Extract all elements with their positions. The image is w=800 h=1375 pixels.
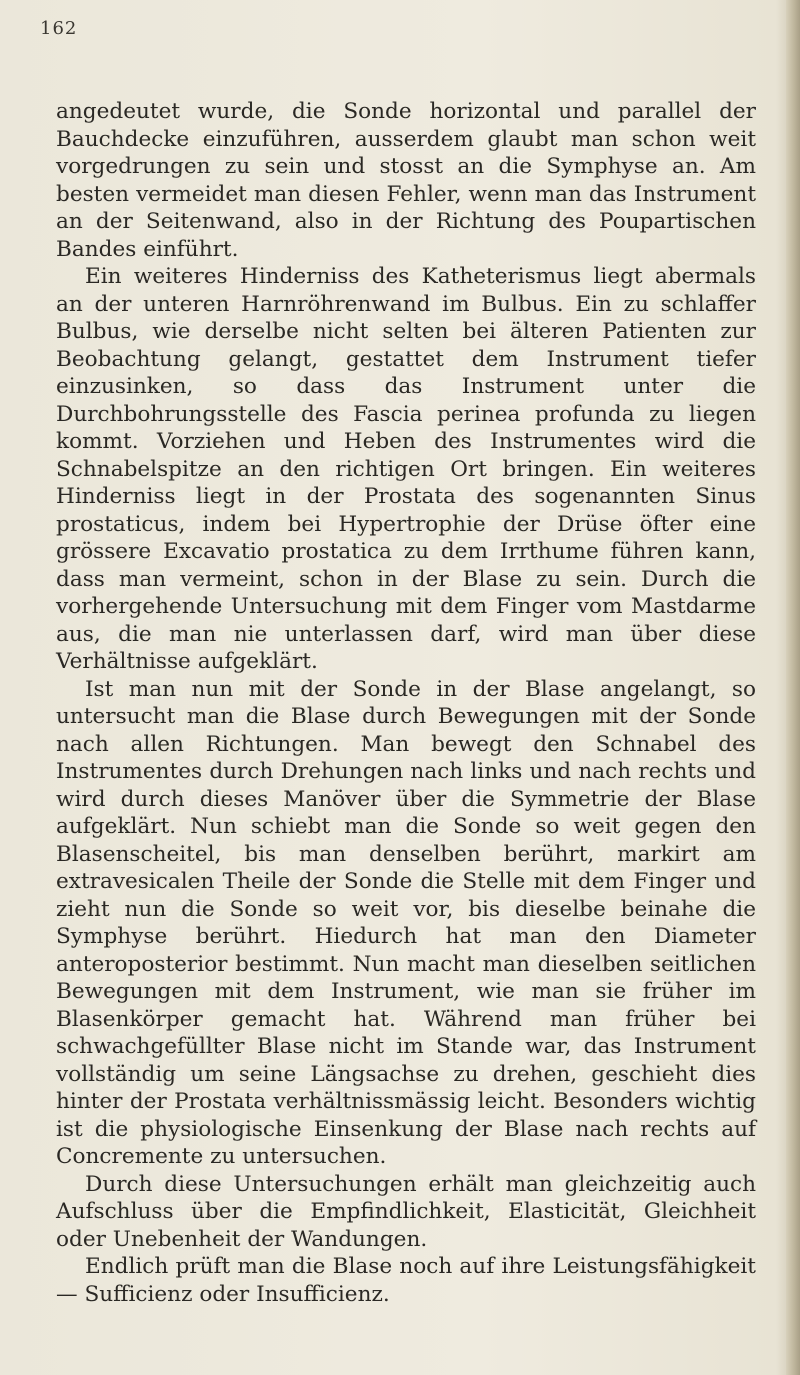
paragraph: Durch diese Untersuchungen erhält man gleichzeitig auch Aufschluss über die Empfindlichkeit, Elasticität, Gleichheit oder Unebenheit der Wandungen. — [56, 1171, 756, 1252]
paragraph: Ist man nun mit der Sonde in der Blase angelangt, so untersucht man die Blase durch Bewegungen mit der Sonde nach allen Richtungen. Man bewegt den Schnabel des Instrumentes durch Drehungen nach links und nach rechts und wird durch dieses Manöver über die Symmetrie der Blase aufgeklärt. Nun schiebt man die Sonde so weit gegen den Blasenscheitel, bis man denselben berührt, markirt am extravesicalen Theile der Sonde die Stelle mit dem Finger und zieht nun die Sonde so weit vor, bis dieselbe beinahe die Symphyse berührt. Hiedurch hat man den Diameter anteroposterior bestimmt. Nun macht man dieselben seitlichen Bewegungen mit dem Instrument, wie man sie früher im Blasenkörper gemacht hat. Während man früher bei schwachgefüllter Blase nicht im Stande war, das Instrument vollständig um seine Längsachse zu drehen, geschieht dies hinter der Prostata verhältnissmässig leicht. Besonders wichtig ist die physiologische Einsenkung der Blase nach rechts auf Concremente zu untersuchen. — [56, 676, 756, 1169]
paragraph: Endlich prüft man die Blase noch auf ihre Leistungsfähigkeit — Sufficienz oder Insufficienz. — [56, 1254, 756, 1307]
paragraph: Ein weiteres Hinderniss des Katheterismus liegt abermals an der unteren Harnröhrenwand im Bulbus. Ein zu schlaffer Bulbus, wie derselbe nicht selten bei älteren Patienten zur Beobachtung gelangt, gestattet dem Instrument tiefer einzusinken, so dass das Instrument unter die Durchbohrungsstelle des Fascia perinea profunda zu liegen kommt. Vorziehen und Heben des Instrumentes wird die Schnabelspitze an den richtigen Ort bringen. Ein weiteres Hinderniss liegt in der Prostata des sogenannten Sinus prostaticus, indem bei Hypertrophie der Drüse öfter eine grössere Excavatio prostatica zu dem Irrthume führen kann, dass man vermeint, schon in der Blase zu sein. Durch die vorhergehende Untersuchung mit dem Finger vom Mastdarme aus, die man nie unterlassen darf, wird man über diese Verhältnisse aufgeklärt. — [56, 264, 756, 674]
paragraph: angedeutet wurde, die Sonde horizontal und parallel der Bauchdecke einzuführen, ausserdem glaubt man schon weit vorgedrungen zu sein und stosst an die Symphyse an. Am besten vermeidet man diesen Fehler, wenn man das Instrument an der Seitenwand, also in der Richtung des Poupartischen Bandes einführt. — [56, 99, 756, 262]
page-edge-shadow — [786, 0, 800, 1375]
page-number: 162 — [40, 18, 78, 39]
body-text — [56, 98, 756, 1308]
